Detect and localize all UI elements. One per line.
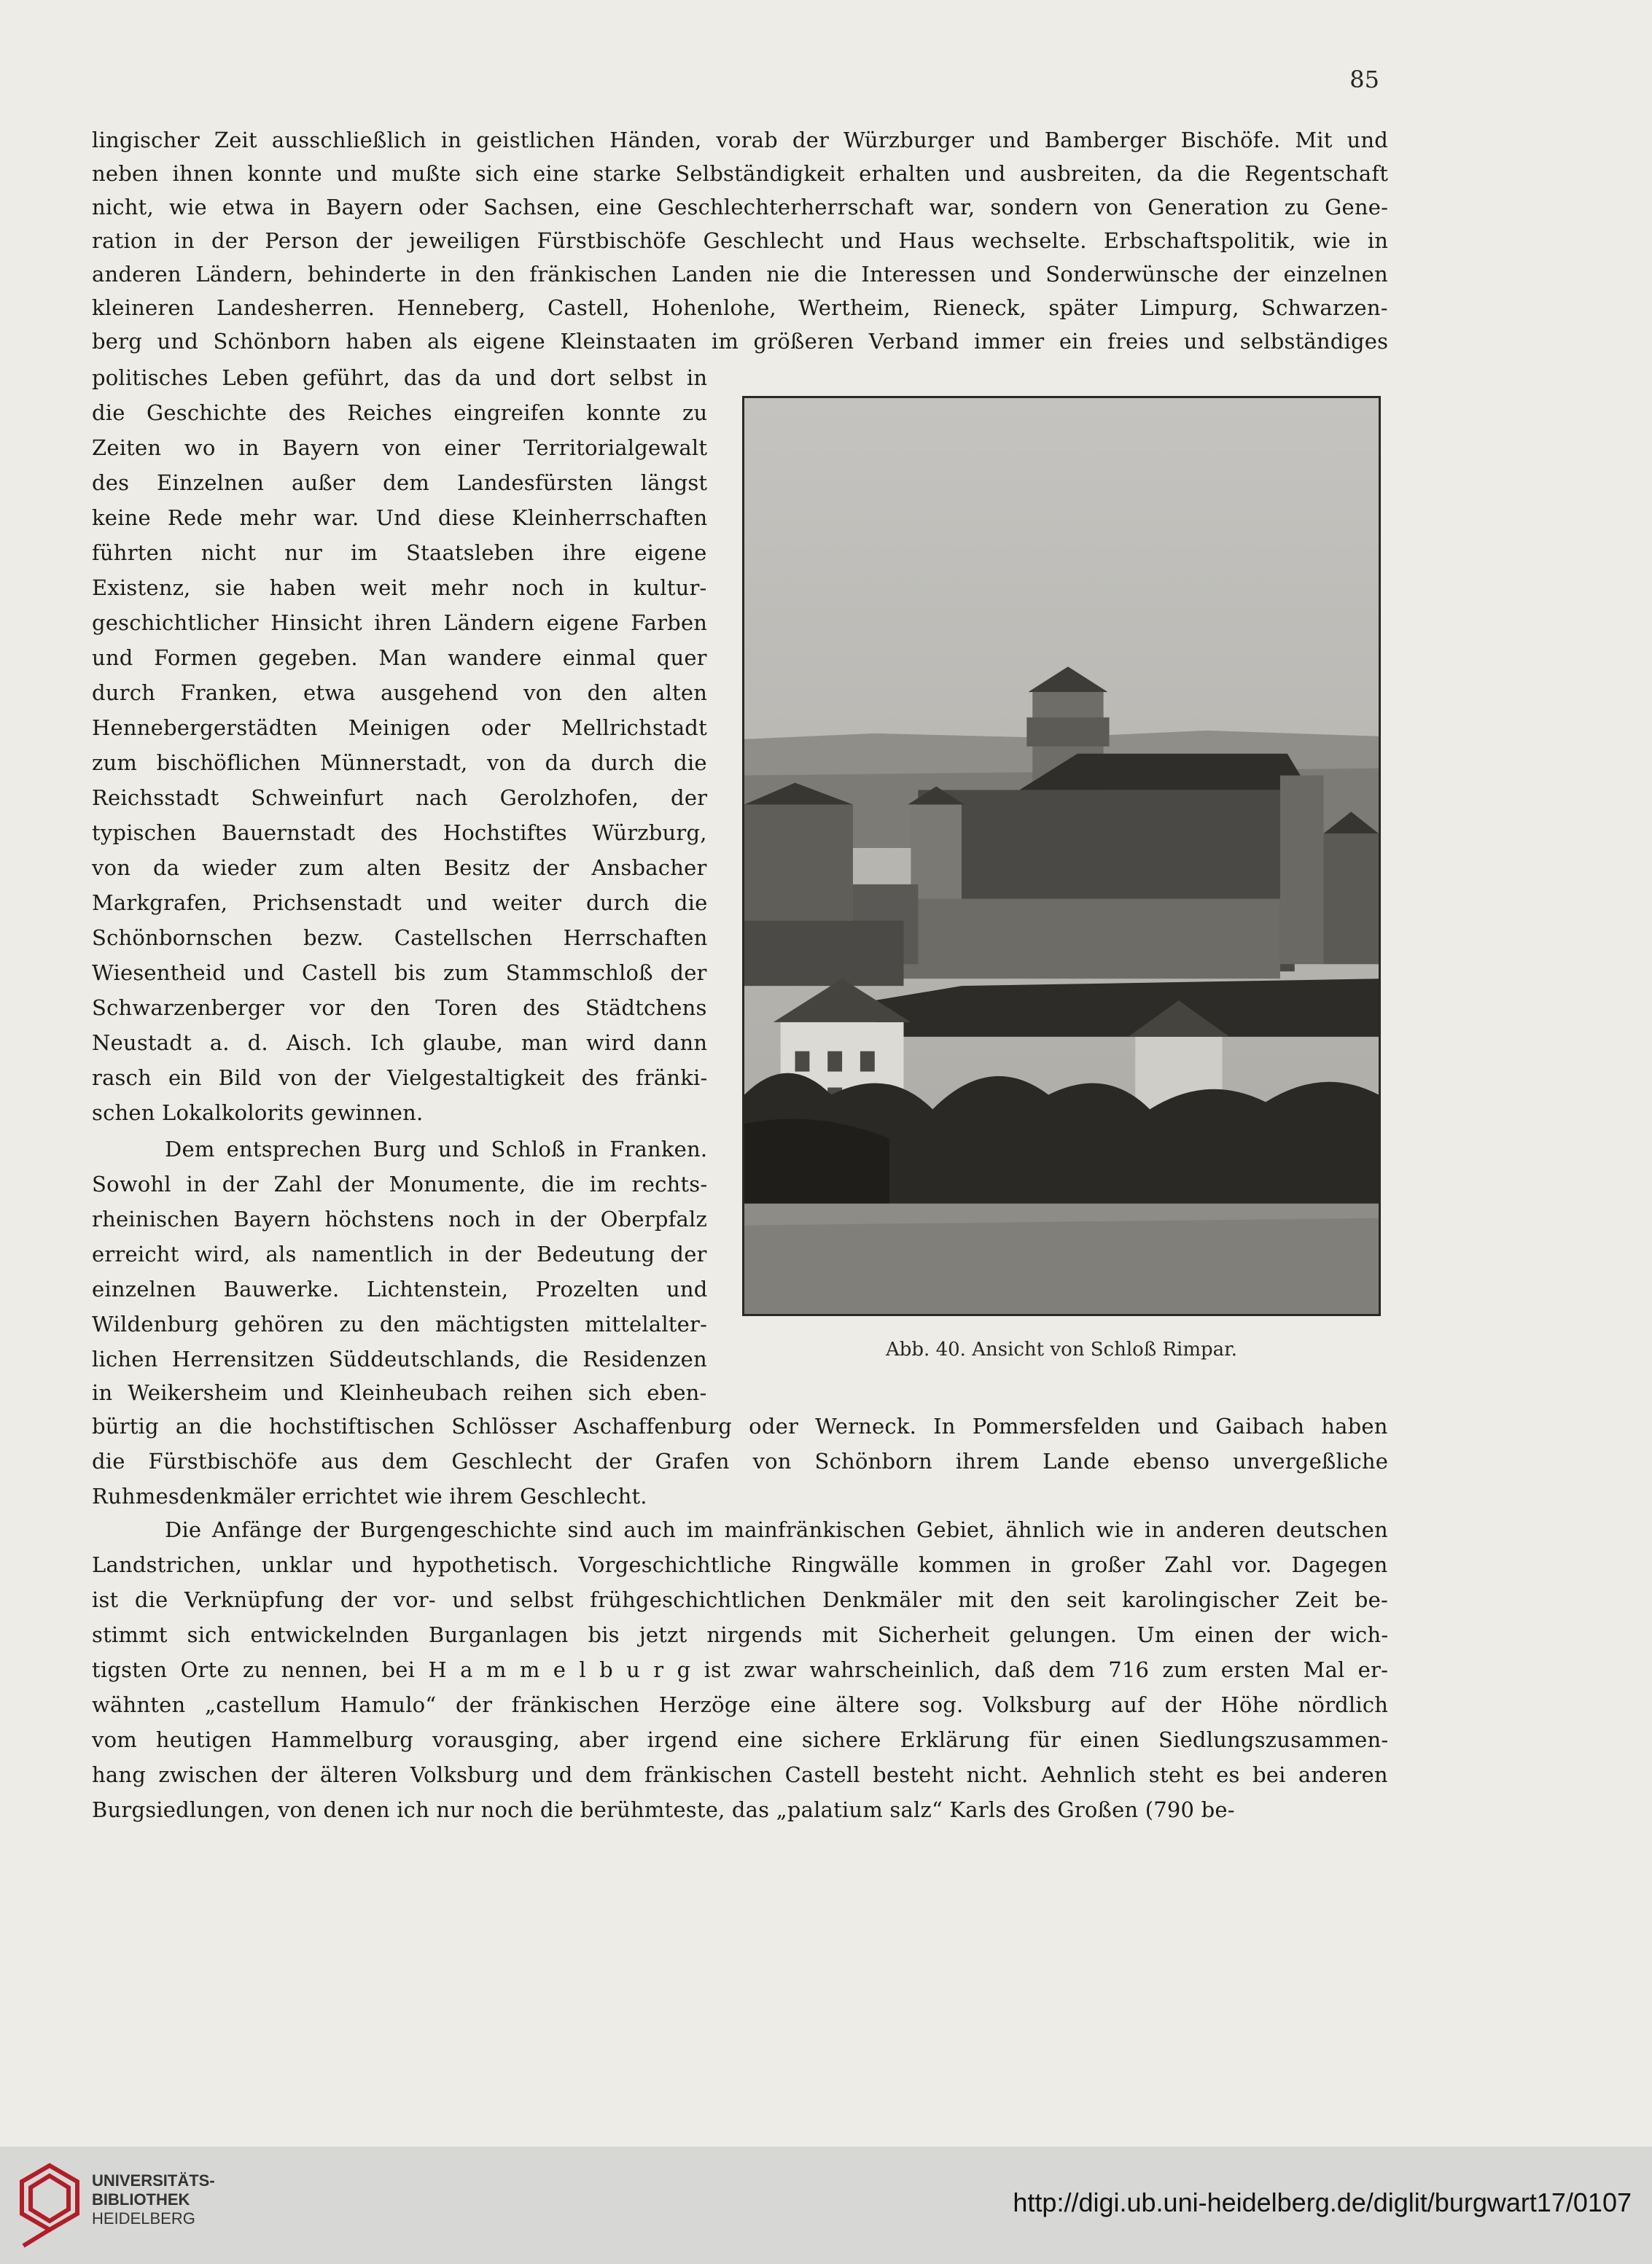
text-line: keine Rede mehr war. Und diese Kleinherrschaften bbox=[92, 505, 708, 530]
library-name-line1: UNIVERSITÄTS- bbox=[92, 2171, 215, 2190]
text-line: ration in der Person der jeweiligen Fürstbischöfe Geschlecht und Haus wechselte. Erbschaftspolitik, wie in bbox=[92, 228, 1389, 253]
text-line: wähnten „castellum Hamulo“ der fränkischen Herzöge eine ältere sog. Volksburg auf der Höhe nördlich bbox=[92, 1692, 1389, 1717]
text-line: zum bischöflichen Münnerstadt, von da durch die bbox=[92, 750, 707, 775]
library-name-line3: HEIDELBERG bbox=[92, 2209, 195, 2228]
text-line: berg und Schönborn haben als eigene Kleinstaaten im größeren Verband immer ein freies und selbständiges bbox=[92, 329, 1389, 354]
library-name bbox=[92, 2171, 215, 2228]
text-line: stimmt sich entwickelnden Burganlagen bis jetzt nirgends mit Sicherheit gelungen. Um einen der wich- bbox=[92, 1622, 1389, 1647]
text-line: Dem entsprechen Burg und Schloß in Franken. bbox=[165, 1137, 708, 1162]
text-line: rasch ein Bild von der Vielgestaltigkeit des fränki- bbox=[92, 1065, 708, 1090]
text-line: anderen Ländern, behinderte in den fränkischen Landen nie die Interessen und Sonderwünsche der einzelnen bbox=[92, 262, 1388, 287]
text-line: des Einzelnen außer dem Landesfürsten längst bbox=[92, 470, 708, 495]
text-line: Zeiten wo in Bayern von einer Territorialgewalt bbox=[92, 435, 708, 460]
text-line: erreicht wird, als namentlich in der Bedeutung der bbox=[92, 1242, 707, 1267]
library-logo-icon bbox=[16, 2160, 83, 2249]
text-line: einzelnen Bauwerke. Lichtenstein, Prozelten und bbox=[92, 1277, 708, 1302]
text-line: Wiesentheid und Castell bis zum Stammschloß der bbox=[92, 960, 707, 985]
text-line: führten nicht nur im Staatsleben ihre eigene bbox=[92, 540, 707, 565]
text-line: Landstrichen, unklar und hypothetisch. Vorgeschichtliche Ringwälle kommen in großer Zahl vor. Dagegen bbox=[92, 1552, 1388, 1577]
text-line: durch Franken, etwa ausgehend von den alten bbox=[92, 680, 708, 705]
text-line: hang zwischen der älteren Volksburg und dem fränkischen Castell besteht nicht. Aehnlich steht es bei anderen bbox=[92, 1762, 1388, 1787]
text-line: Reichsstadt Schweinfurt nach Gerolzhofen, der bbox=[92, 785, 708, 810]
source-url-link[interactable]: http://digi.ub.uni-heidelberg.de/diglit/burgwart17/0107 bbox=[1013, 2187, 1632, 2217]
text-line: Schönbornschen bezw. Castellschen Herrschaften bbox=[92, 925, 708, 950]
text-line: Neustadt a. d. Aisch. Ich glaube, man wird dann bbox=[92, 1030, 708, 1055]
page-number: 85 bbox=[1349, 66, 1379, 93]
text-line: lichen Herrensitzen Süddeutschlands, die Residenzen bbox=[92, 1347, 707, 1372]
text-line: geschichtlicher Hinsicht ihren Ländern eigene Farben bbox=[92, 610, 708, 635]
text-line: Sowohl in der Zahl der Monumente, die im rechts- bbox=[92, 1172, 708, 1197]
text-line: Existenz, sie haben weit mehr noch in kultur- bbox=[92, 575, 707, 600]
text-line: Burgsiedlungen, von denen ich nur noch die berühmteste, das „palatium salz“ Karls des Großen (790 be- bbox=[92, 1797, 1235, 1822]
text-line: rheinischen Bayern höchstens noch in der Oberpfalz bbox=[92, 1207, 707, 1232]
text-line: vom heutigen Hammelburg vorausging, aber irgend eine sichere Erklärung für einen Siedlungszusammen- bbox=[92, 1727, 1389, 1752]
text-line: kleineren Landesherren. Henneberg, Castell, Hohenlohe, Wertheim, Rieneck, später Limpurg, Schwarzen- bbox=[92, 295, 1388, 320]
text-line: Schwarzenberger vor den Toren des Städtchens bbox=[92, 995, 707, 1020]
text-line: Markgrafen, Prichsenstadt und weiter durch die bbox=[92, 890, 708, 915]
castle-image bbox=[744, 398, 1379, 1314]
text-line: neben ihnen konnte und mußte sich eine starke Selbständigkeit erhalten und ausbreiten, da die Regentschaft bbox=[92, 161, 1389, 186]
castle-photo bbox=[742, 396, 1381, 1316]
text-line: in Weikersheim und Kleinheubach reihen sich eben- bbox=[92, 1380, 707, 1405]
text-line: die Fürstbischöfe aus dem Geschlecht der Grafen von Schönborn ihrem Lande ebenso unvergeßliche bbox=[92, 1449, 1389, 1474]
text-line: lingischer Zeit ausschließlich in geistlichen Händen, vorab der Würzburger und Bamberger Bischöfe. Mit und bbox=[92, 128, 1389, 152]
text-line: schen Lokalkolorits gewinnen. bbox=[92, 1100, 424, 1125]
text-line: Ruhmesdenkmäler errichtet wie ihrem Geschlecht. bbox=[92, 1484, 647, 1509]
text-line: typischen Bauernstadt des Hochstiftes Würzburg, bbox=[92, 820, 707, 845]
text-line: nicht, wie etwa in Bayern oder Sachsen, eine Geschlechterherrschaft war, sondern von Generation zu Gene- bbox=[92, 195, 1389, 219]
text-line: tigsten Orte zu nennen, bei H a m m e l b u r g ist zwar wahrscheinlich, daß dem 716 zum ersten Mal er- bbox=[92, 1657, 1389, 1682]
text-line: bürtig an die hochstiftischen Schlösser Aschaffenburg oder Werneck. In Pommersfelden und Gaibach haben bbox=[92, 1414, 1388, 1439]
text-line: Wildenburg gehören zu den mächtigsten mittelalter- bbox=[92, 1312, 708, 1337]
library-name-line2: BIBLIOTHEK bbox=[92, 2190, 190, 2209]
figure-caption: Abb. 40. Ansicht von Schloß Rimpar. bbox=[885, 1339, 1237, 1361]
text-line: politisches Leben geführt, das da und dort selbst in bbox=[92, 365, 708, 390]
text-line: ist die Verknüpfung der vor- und selbst frühgeschichtlichen Denkmäler mit den seit karolingischer Zeit be- bbox=[92, 1587, 1388, 1612]
text-line: und Formen gegeben. Man wandere einmal quer bbox=[92, 645, 707, 670]
footer-bar bbox=[0, 2147, 1652, 2264]
text-line: Die Anfänge der Burgengeschichte sind auch im mainfränkischen Gebiet, ähnlich wie in anderen deutschen bbox=[165, 1517, 1388, 1542]
text-line: die Geschichte des Reiches eingreifen konnte zu bbox=[92, 400, 708, 425]
text-line: von da wieder zum alten Besitz der Ansbacher bbox=[92, 855, 707, 880]
text-line: Hennebergerstädten Meinigen oder Mellrichstadt bbox=[92, 715, 707, 740]
